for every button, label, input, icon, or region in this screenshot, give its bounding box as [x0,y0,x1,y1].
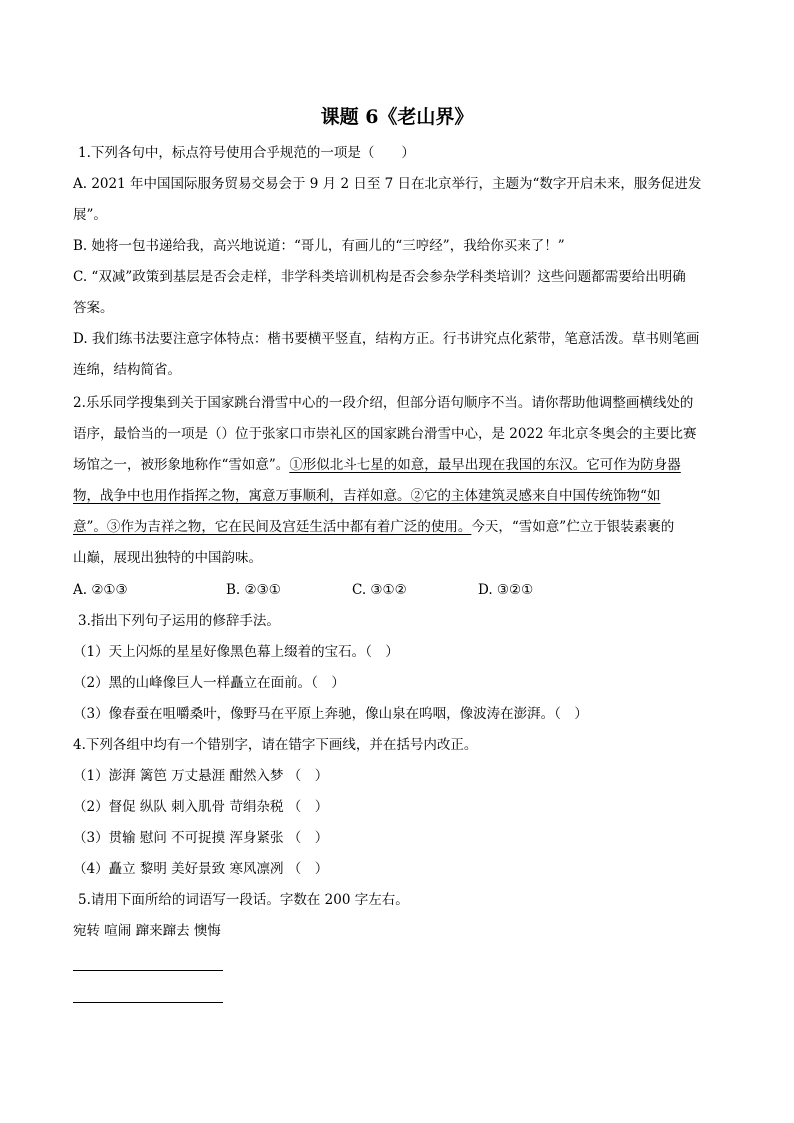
question-1-option-b: B. 她将一包书递给我，高兴地说道：“哥儿，有画儿的“三哼经”，我给你买来了！” [73,238,565,254]
question-4-item-3: （3）贯输 慰问 不可捉摸 浑身紧张 （ ） [73,830,329,846]
question-2-line-1: 2.乐乐同学搜集到关于国家跳台滑雪中心的一段介绍，但部分语句顺序不当。请你帮助他调整画横线处的 [73,395,694,411]
question-2-option-d: D. ③②① [478,582,534,598]
question-2-line-3-text: 场馆之一，被形象地称作“雪如意”。 [73,457,290,473]
question-4-item-1: （1）澎湃 篱笆 万丈悬涯 酣然入梦 （ ） [73,768,329,784]
question-2-line-5 [73,517,674,537]
question-1-option-c-line-1: C. “双减”政策到基层是否会走样，非学科类培训机构是否会参杂学科类培训？这些问题都需要给出明确 [73,269,686,285]
question-2-line-5-text: 今天，“雪如意”伫立于银装素裹的 [471,519,675,535]
answer-line[interactable] [73,1002,223,1003]
question-2-option-c: C. ③①② [352,582,407,598]
question-1-option-d-line-1: D. 我们练书法要注意字体特点：楷书要横平竖直，结构方正。行书讲究点化萦带，笔意活泼。草书则笔画 [73,331,700,347]
question-2-line-2: 语序，最恰当的一项是（）位于张家口市崇礼区的国家跳台滑雪中心，是 2022 年北京冬奥会的主要比赛 [73,426,697,442]
question-3-item-3: （3）像春蚕在咀嚼桑叶，像野马在平原上奔驰，像山泉在呜咽，像波涛在澎湃。（ ） [73,706,588,722]
question-5-stem: 5.请用下面所给的词语写一段话。字数在 200 字左右。 [78,892,409,908]
question-4-item-4: （4）矗立 黎明 美好景致 寒风凛冽 （ ） [73,861,329,877]
question-3-item-1: （1）天上闪烁的星星好像黑色幕上缀着的宝石。（ ） [73,644,399,660]
question-3-item-2: （2）黑的山峰像巨人一样矗立在面前。（ ） [73,675,345,691]
answer-line[interactable] [73,970,223,971]
question-2-line-6: 山巅，展现出独特的中国韵味。 [73,550,262,566]
question-4-stem: 4.下列各组中均有一个错别字，请在错字下画线，并在括号内改正。 [73,737,478,753]
question-2-line-3 [73,455,681,475]
question-2-underlined-passage-start: ①形似北斗七星的如意，最早出现在我国的东汉。它可作为防身器 [289,457,681,473]
page-title: 课题 6《老山界》 [320,106,474,128]
question-2-option-a: A. ②①③ [73,582,128,598]
question-5-word-list: 宛转 喧闹 蹿来蹿去 懊悔 [73,923,221,939]
question-4-item-2: （2）督促 纵队 刺入肌骨 苛绢杂税 （ ） [73,799,329,815]
question-2-line-4 [73,486,660,506]
question-1-option-a-line-1: A. 2021 年中国国际服务贸易交易会于 9 月 2 日至 7 日在北京举行，主题为“数字开启未来，服务促进发 [73,176,702,192]
question-2-underlined-passage-end: 意”。③作为吉祥之物，它在民间及宫廷生活中都有着广泛的使用。 [73,519,472,535]
question-1-stem: 1.下列各句中，标点符号使用合乎规范的一项是（ ） [78,145,415,161]
question-1-option-a-line-2: 展”。 [73,207,107,223]
question-1-option-c-line-2: 答案。 [73,300,114,316]
question-2-option-b: B. ②③① [226,582,281,598]
question-3-stem: 3.指出下列句子运用的修辞手法。 [78,613,280,629]
question-1-option-d-line-2: 连绵，结构简省。 [73,362,181,378]
question-2-underlined-passage-middle: 物，战争中也用作指挥之物，寓意万事顺利，吉祥如意。②它的主体建筑灵感来自中国传统饰物“如 [73,488,661,504]
